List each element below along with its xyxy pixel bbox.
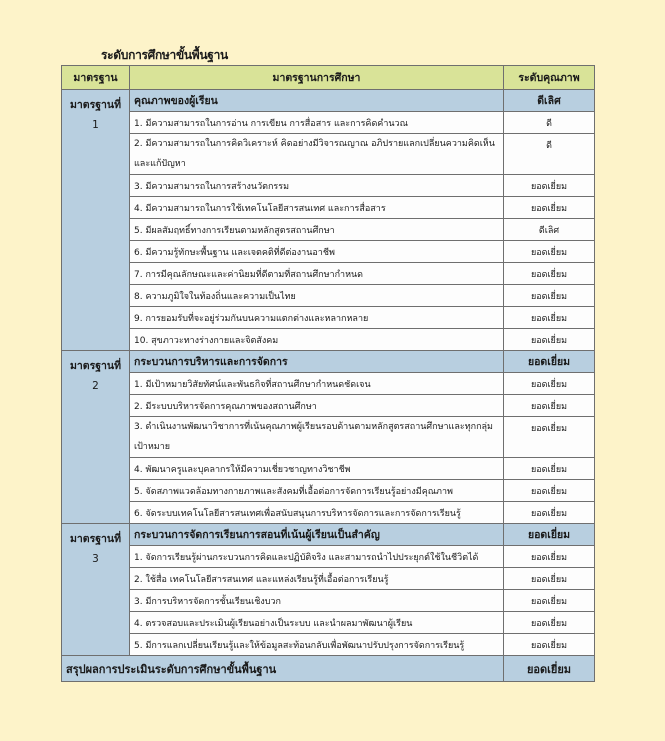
indicator-level: ยอดเยี่ยม [504,634,595,656]
indicator-row [62,263,595,285]
indicator-level: ยอดเยี่ยม [504,612,595,634]
indicator-level: ยอดเยี่ยม [504,480,595,502]
indicator-text: 5. มีการแลกเปลี่ยนเรียนรู้และให้ข้อมูลสะท้อนกลับเพื่อพัฒนาปรับปรุงการจัดการเรียนรู้ [130,634,504,656]
indicator-row [62,175,595,197]
header-standard: มาตรฐาน [62,66,130,90]
indicator-text: 8. ความภูมิใจในท้องถิ่นและความเป็นไทย [130,285,504,307]
indicator-level: ยอดเยี่ยม [504,546,595,568]
indicator-text: 6. จัดระบบเทคโนโลยีสารสนเทศเพื่อสนับสนุนการบริหารจัดการและการจัดการเรียนรู้ [130,502,504,524]
standard-name: กระบวนการบริหารและการจัดการ [130,351,504,373]
standard-number: 2 [92,380,99,392]
indicator-level: ยอดเยี่ยม [504,417,595,458]
indicator-row [62,219,595,241]
standard-level: ดีเลิศ [504,90,595,112]
indicator-row [62,612,595,634]
indicator-level: ยอดเยี่ยม [504,373,595,395]
summary-row [62,656,595,682]
indicator-text: 6. มีความรู้ทักษะพื้นฐาน และเจตคติที่ดีต่องานอาชีพ [130,241,504,263]
indicator-text: 5. จัดสภาพแวดล้อมทางกายภาพและสังคมที่เอื้อต่อการจัดการเรียนรู้อย่างมีคุณภาพ [130,480,504,502]
indicator-row [62,285,595,307]
indicator-text: 4. พัฒนาครูและบุคลากรให้มีความเชี่ยวชาญทางวิชาชีพ [130,458,504,480]
indicator-text: 1. จัดการเรียนรู้ผ่านกระบวนการคิดและปฏิบัติจริง และสามารถนำไปประยุกต์ใช้ในชีวิตได้ [130,546,504,568]
indicator-text: 4. ตรวจสอบและประเมินผู้เรียนอย่างเป็นระบบ และนำผลมาพัฒนาผู้เรียน [130,612,504,634]
indicator-row [62,417,595,458]
indicator-row [62,590,595,612]
indicator-text: 5. มีผลสัมฤทธิ์ทางการเรียนตามหลักสูตรสถานศึกษา [130,219,504,241]
standard-number: 1 [92,119,99,131]
indicator-level: ยอดเยี่ยม [504,568,595,590]
indicator-text: 10. สุขภาวะทางร่างกายและจิตสังคม [130,329,504,351]
standard-name: คุณภาพของผู้เรียน [130,90,504,112]
indicator-level: ยอดเยี่ยม [504,307,595,329]
indicator-level: ยอดเยี่ยม [504,395,595,417]
indicator-row [62,480,595,502]
indicator-level: ดี [504,112,595,134]
summary-label: สรุปผลการประเมินระดับการศึกษาขั้นพื้นฐาน [62,656,504,682]
indicator-row [62,395,595,417]
indicator-text: 3. ดำเนินงานพัฒนาวิชาการที่เน้นคุณภาพผู้เรียนรอบด้านตามหลักสูตรสถานศึกษาและทุกกลุ่มเป้าหมาย [130,417,504,458]
standard-group-row [62,90,595,112]
indicator-row [62,307,595,329]
indicator-level: ยอดเยี่ยม [504,197,595,219]
evaluation-table [61,65,595,682]
header-level: ระดับคุณภาพ [504,66,595,90]
indicator-level: ยอดเยี่ยม [504,263,595,285]
standard-label: มาตรฐานที่ [69,360,122,372]
summary-level: ยอดเยี่ยม [504,656,595,682]
standard-cell [62,524,130,656]
table-header-row [62,66,595,90]
indicator-level: ยอดเยี่ยม [504,175,595,197]
indicator-text: 3. มีความสามารถในการสร้างนวัตกรรม [130,175,504,197]
indicator-level: ดีเลิศ [504,219,595,241]
standard-label: มาตรฐานที่ [69,533,122,545]
indicator-row [62,458,595,480]
indicator-text: 7. การมีคุณลักษณะและค่านิยมที่ดีตามที่สถานศึกษากำหนด [130,263,504,285]
indicator-row [62,134,595,175]
standard-number: 3 [92,553,99,565]
standard-level: ยอดเยี่ยม [504,351,595,373]
indicator-text: 2. ใช้สื่อ เทคโนโลยีสารสนเทศ และแหล่งเรียนรู้ที่เอื้อต่อการเรียนรู้ [130,568,504,590]
indicator-row [62,634,595,656]
indicator-text: 9. การยอมรับที่จะอยู่ร่วมกันบนความแตกต่างและหลากหลาย [130,307,504,329]
indicator-text: 1. มีความสามารถในการอ่าน การเขียน การสื่อสาร และการคิดคำนวณ [130,112,504,134]
indicator-level: ยอดเยี่ยม [504,458,595,480]
indicator-row [62,112,595,134]
indicator-row [62,197,595,219]
indicator-row [62,241,595,263]
indicator-text: 1. มีเป้าหมายวิสัยทัศน์และพันธกิจที่สถานศึกษากำหนดชัดเจน [130,373,504,395]
indicator-level: ยอดเยี่ยม [504,241,595,263]
standard-group-row [62,524,595,546]
header-criteria: มาตรฐานการศึกษา [130,66,504,90]
standard-level: ยอดเยี่ยม [504,524,595,546]
indicator-row [62,373,595,395]
standard-cell [62,90,130,351]
indicator-row [62,329,595,351]
standard-label: มาตรฐานที่ [69,99,122,111]
standard-group-row [62,351,595,373]
standard-name: กระบวนการจัดการเรียนการสอนที่เน้นผู้เรียนเป็นสำคัญ [130,524,504,546]
indicator-row [62,568,595,590]
indicator-row [62,502,595,524]
indicator-level: ยอดเยี่ยม [504,590,595,612]
standard-cell [62,351,130,524]
indicator-level: ยอดเยี่ยม [504,502,595,524]
indicator-text: 3. มีการบริหารจัดการชั้นเรียนเชิงบวก [130,590,504,612]
indicator-row [62,546,595,568]
page-title: ระดับการศึกษาขั้นพื้นฐาน [101,48,228,62]
indicator-text: 4. มีความสามารถในการใช้เทคโนโลยีสารสนเทศ และการสื่อสาร [130,197,504,219]
indicator-text: 2. มีความสามารถในการคิดวิเคราะห์ คิดอย่างมีวิจารณญาณ อภิปรายแลกเปลี่ยนความคิดเห็นและแก้ปัญหา [130,134,504,175]
indicator-text: 2. มีระบบบริหารจัดการคุณภาพของสถานศึกษา [130,395,504,417]
indicator-level: ยอดเยี่ยม [504,285,595,307]
indicator-level: ดี [504,134,595,175]
indicator-level: ยอดเยี่ยม [504,329,595,351]
